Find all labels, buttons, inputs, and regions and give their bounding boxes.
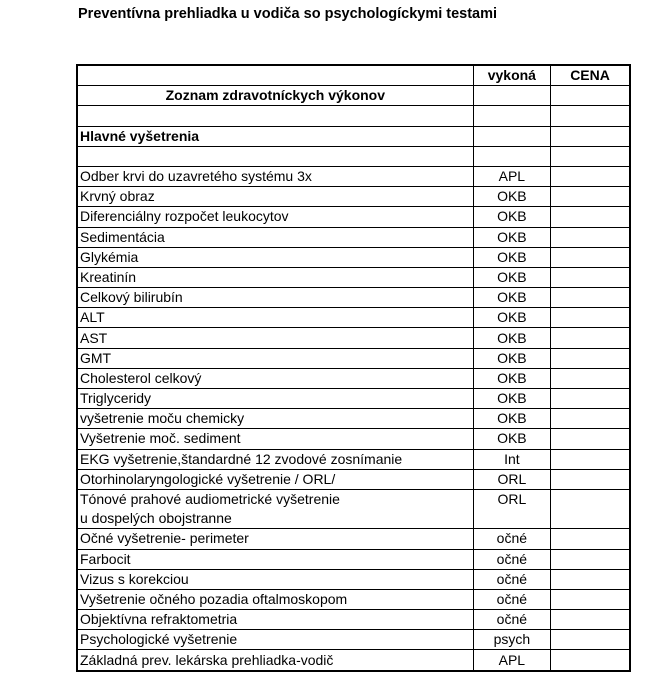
procedures-table — [76, 64, 631, 672]
procedure-cena — [551, 549, 630, 569]
procedure-cena — [551, 449, 630, 469]
table-row — [77, 187, 630, 207]
procedure-vykona: OKB — [473, 389, 550, 409]
procedure-name: Základná prev. lekárska prehliadka-vodič — [77, 650, 473, 671]
procedure-name: Farbocit — [77, 549, 473, 569]
procedure-name: Diferenciálny rozpočet leukocytov — [77, 207, 473, 227]
procedure-vykona: OKB — [473, 227, 550, 247]
procedure-vykona: APL — [473, 166, 550, 186]
procedure-vykona: očné — [473, 529, 550, 549]
procedure-name: Odber krvi do uzavretého systému 3x — [77, 166, 473, 186]
procedure-cena — [551, 630, 630, 650]
procedure-vykona: očné — [473, 569, 550, 589]
empty-cell — [77, 146, 473, 166]
table-row — [77, 610, 630, 630]
empty-cell — [473, 86, 550, 106]
procedure-cena — [551, 489, 630, 509]
table-row — [77, 589, 630, 609]
empty-cell — [551, 126, 630, 146]
procedure-cena — [551, 389, 630, 409]
procedure-name: Tónové prahové audiometrické vyšetrenie — [77, 489, 473, 509]
procedure-vykona: očné — [473, 549, 550, 569]
table-row — [77, 328, 630, 348]
spacer-row — [77, 146, 630, 166]
table-row — [77, 569, 630, 589]
procedure-cena — [551, 227, 630, 247]
table-row — [77, 227, 630, 247]
procedure-cena — [551, 247, 630, 267]
empty-cell — [551, 106, 630, 126]
procedure-vykona: ORL — [473, 489, 550, 509]
list-title: Zoznam zdravotníckych výkonov — [77, 86, 473, 106]
procedure-cena — [551, 288, 630, 308]
procedure-cena — [551, 207, 630, 227]
procedure-name: Kreatinín — [77, 267, 473, 287]
table-header-row — [77, 65, 630, 86]
document-title: Preventívna prehliadka u vodiča so psychologíckymi testami — [78, 6, 498, 22]
section-title-row — [77, 126, 630, 146]
procedure-name: AST — [77, 328, 473, 348]
procedure-name: u dospelých obojstranne — [77, 509, 473, 529]
procedure-vykona: OKB — [473, 207, 550, 227]
procedure-vykona: OKB — [473, 368, 550, 388]
procedure-name: Glykémia — [77, 247, 473, 267]
procedure-vykona: OKB — [473, 247, 550, 267]
empty-cell — [473, 146, 550, 166]
list-title-row — [77, 86, 630, 106]
procedure-name: Vizus s korekciou — [77, 569, 473, 589]
empty-cell — [551, 146, 630, 166]
procedure-cena — [551, 529, 630, 549]
table-row — [77, 449, 630, 469]
procedure-vykona: psych — [473, 630, 550, 650]
procedure-name: Sedimentácia — [77, 227, 473, 247]
procedures-table-body — [77, 65, 630, 671]
procedure-cena — [551, 348, 630, 368]
procedure-cena — [551, 469, 630, 489]
table-row — [77, 509, 630, 529]
procedure-cena — [551, 267, 630, 287]
procedure-name: vyšetrenie moču chemicky — [77, 409, 473, 429]
procedure-name: Očné vyšetrenie- perimeter — [77, 529, 473, 549]
header-name-cell — [77, 65, 473, 86]
empty-cell — [473, 126, 550, 146]
procedure-vykona: OKB — [473, 348, 550, 368]
procedure-cena — [551, 409, 630, 429]
procedure-vykona: OKB — [473, 429, 550, 449]
procedure-vykona: OKB — [473, 328, 550, 348]
procedure-cena — [551, 308, 630, 328]
procedure-vykona: ORL — [473, 469, 550, 489]
procedure-vykona: OKB — [473, 308, 550, 328]
procedure-name: Krvný obraz — [77, 187, 473, 207]
procedure-cena — [551, 569, 630, 589]
spacer-row — [77, 106, 630, 126]
procedure-name: Otorhinolaryngologické vyšetrenie / ORL/ — [77, 469, 473, 489]
table-row — [77, 529, 630, 549]
procedure-vykona: APL — [473, 650, 550, 671]
procedure-cena — [551, 589, 630, 609]
header-cena: CENA — [551, 65, 630, 86]
table-row — [77, 247, 630, 267]
procedure-cena — [551, 328, 630, 348]
procedure-cena — [551, 610, 630, 630]
procedure-vykona: OKB — [473, 409, 550, 429]
procedure-cena — [551, 187, 630, 207]
empty-cell — [551, 86, 630, 106]
empty-cell — [473, 106, 550, 126]
table-row — [77, 207, 630, 227]
table-row — [77, 389, 630, 409]
procedure-name: Vyšetrenie očného pozadia oftalmoskopom — [77, 589, 473, 609]
table-row — [77, 288, 630, 308]
table-row — [77, 630, 630, 650]
table-row — [77, 348, 630, 368]
header-vykona: vykoná — [473, 65, 550, 86]
procedure-name: Celkový bilirubín — [77, 288, 473, 308]
procedure-vykona: OKB — [473, 288, 550, 308]
procedure-name: Objektívna refraktometria — [77, 610, 473, 630]
procedure-vykona — [473, 509, 550, 529]
procedure-cena — [551, 650, 630, 671]
procedure-name: GMT — [77, 348, 473, 368]
procedure-name: Psychologické vyšetrenie — [77, 630, 473, 650]
procedure-vykona: OKB — [473, 267, 550, 287]
procedure-cena — [551, 166, 630, 186]
procedure-cena — [551, 509, 630, 529]
table-row — [77, 166, 630, 186]
table-row — [77, 650, 630, 671]
table-row — [77, 368, 630, 388]
procedure-name: Triglyceridy — [77, 389, 473, 409]
table-row — [77, 429, 630, 449]
table-row — [77, 549, 630, 569]
procedure-vykona: očné — [473, 610, 550, 630]
empty-cell — [77, 106, 473, 126]
section-title: Hlavné vyšetrenia — [77, 126, 473, 146]
table-row — [77, 267, 630, 287]
procedure-cena — [551, 368, 630, 388]
table-row — [77, 469, 630, 489]
procedure-name: EKG vyšetrenie,štandardné 12 zvodové zosnímanie — [77, 449, 473, 469]
procedure-vykona: Int — [473, 449, 550, 469]
procedure-name: ALT — [77, 308, 473, 328]
procedure-name: Vyšetrenie moč. sediment — [77, 429, 473, 449]
procedure-vykona: OKB — [473, 187, 550, 207]
procedure-cena — [551, 429, 630, 449]
table-row — [77, 409, 630, 429]
table-row — [77, 489, 630, 509]
procedure-name: Cholesterol celkový — [77, 368, 473, 388]
procedure-vykona: očné — [473, 589, 550, 609]
table-row — [77, 308, 630, 328]
